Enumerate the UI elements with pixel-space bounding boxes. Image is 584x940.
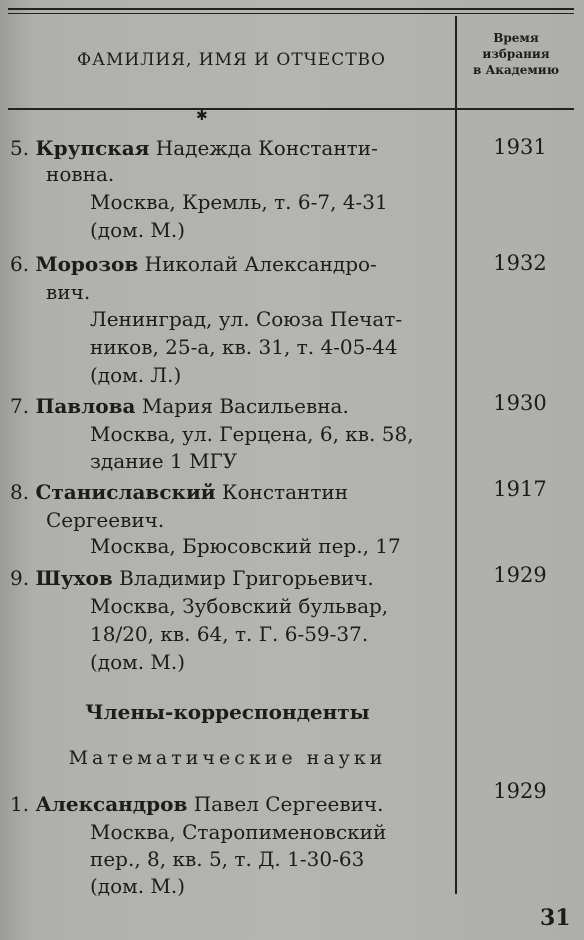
entry-address-line: Москва, Кремль, т. 6-7, 4-31 <box>90 190 388 214</box>
top-rule-thin <box>8 13 574 14</box>
entry-year: 1917 <box>493 477 547 501</box>
entry-line: вич. <box>46 280 91 304</box>
entry-first-line <box>10 135 378 161</box>
entry-number: 8. <box>10 480 30 504</box>
entry-address-line: здание 1 МГУ <box>90 449 238 473</box>
entry-line: Сергеевич. <box>46 508 165 532</box>
entry-first-line <box>10 393 349 419</box>
entry-address-line: Москва, Старопименовский <box>90 820 387 844</box>
name-column-header: ФАМИЛИЯ, ИМЯ И ОТЧЕСТВО <box>77 50 386 70</box>
subsection-title: Математические науки <box>68 747 387 769</box>
entry-number: 6. <box>10 252 30 276</box>
entry-address-line: 18/20, кв. 64, т. Г. 6-59-37. <box>90 622 369 646</box>
entry-number: 5. <box>10 136 30 160</box>
entry-given-names: Павел Сергеевич. <box>187 792 384 816</box>
entry-address-line: (дом. М.) <box>90 874 186 898</box>
entry-first-line <box>10 251 377 277</box>
entry-first-line <box>10 479 348 505</box>
year-header-line: избрания <box>482 47 550 61</box>
year-column-header <box>457 30 575 78</box>
entry-surname: Крупская <box>35 136 150 160</box>
entry-address-line: (дом. Л.) <box>90 363 182 387</box>
entry-year: 1929 <box>493 563 547 587</box>
entry-address-line: (дом. М.) <box>90 218 186 242</box>
entry-address-line: Москва, ул. Герцена, 6, кв. 58, <box>90 422 414 446</box>
entry-address-line: Москва, Брюсовский пер., 17 <box>90 534 401 558</box>
entry-surname: Станиславский <box>35 480 216 504</box>
entry-given-names: Владимир Григорьевич. <box>112 566 374 590</box>
entry-line: новна. <box>46 162 115 186</box>
entry-year: 1932 <box>493 251 547 275</box>
entry-given-names: Мария Васильевна. <box>135 394 349 418</box>
entry-address-line: (дом. М.) <box>90 650 186 674</box>
entry-given-names: Константин <box>215 480 349 504</box>
entry-year: 1930 <box>493 391 547 415</box>
column-divider <box>455 16 457 894</box>
asterisk-mark: ✱ <box>196 108 208 124</box>
entry-number: 9. <box>10 566 30 590</box>
entry-address-line: пер., 8, кв. 5, т. Д. 1-30-63 <box>90 847 365 871</box>
entry-year: 1931 <box>493 135 547 159</box>
page-number: 31 <box>540 905 571 931</box>
entry-year: 1929 <box>493 779 547 803</box>
year-header-line: в Академию <box>473 63 559 77</box>
entry-surname: Морозов <box>35 252 139 276</box>
entry-first-line <box>10 791 384 817</box>
entry-surname: Александров <box>35 792 188 816</box>
entry-address-line: Москва, Зубовский бульвар, <box>90 594 389 618</box>
section-title: Члены-корреспонденты <box>85 700 370 724</box>
entry-given-names: Николай Александро- <box>138 252 377 276</box>
entry-surname: Шухов <box>35 566 113 590</box>
top-rule-thick <box>8 8 574 10</box>
entry-number: 1. <box>10 792 30 816</box>
entry-first-line <box>10 565 374 591</box>
entry-surname: Павлова <box>35 394 136 418</box>
header-rule <box>8 108 574 110</box>
year-header-line: Время <box>493 31 539 45</box>
entry-number: 7. <box>10 394 30 418</box>
entry-given-names: Надежда Константи- <box>149 136 378 160</box>
entry-address-line: ников, 25-а, кв. 31, т. 4-05-44 <box>90 335 398 359</box>
entry-address-line: Ленинград, ул. Союза Печат- <box>90 307 403 331</box>
